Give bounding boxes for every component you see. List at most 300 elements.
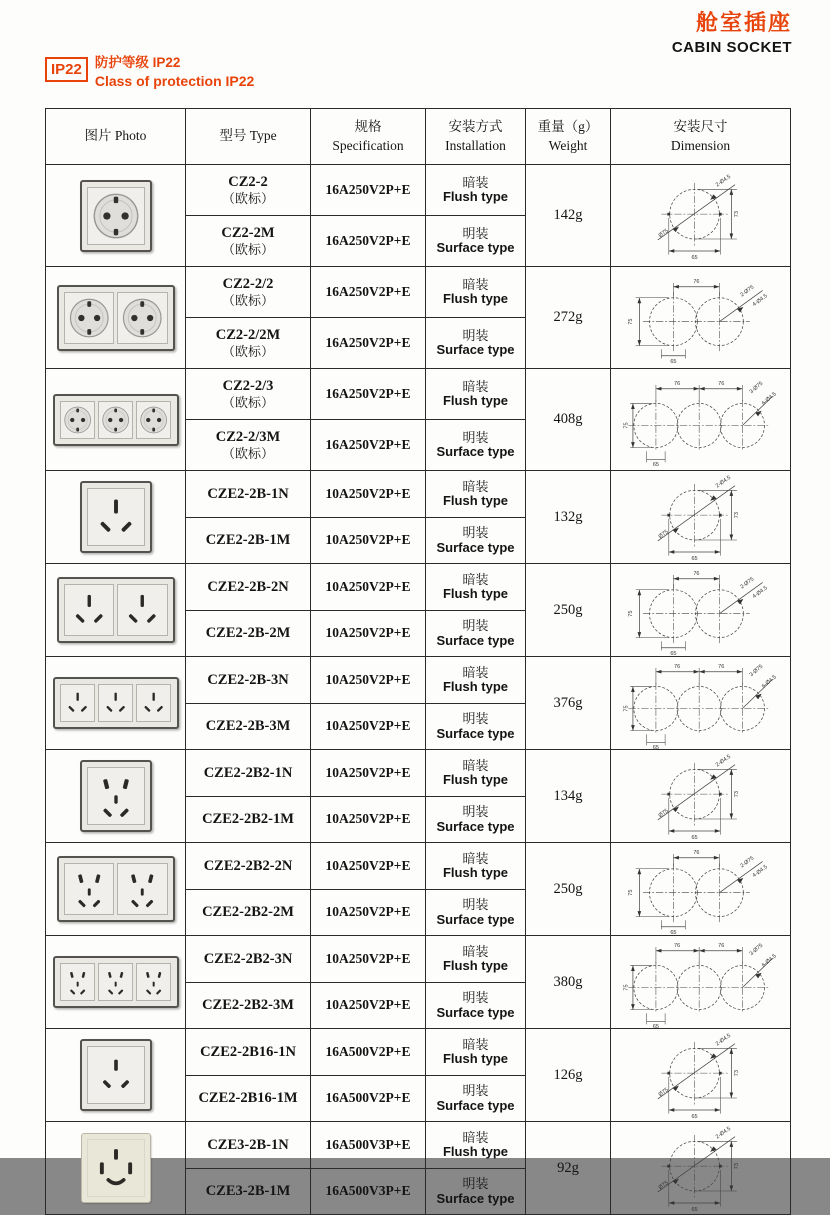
table-row — [46, 564, 791, 611]
photo-cell — [46, 657, 186, 750]
photo-cell — [46, 564, 186, 657]
install-cn: 明装 — [462, 990, 489, 1006]
euro-socket-icon — [99, 402, 132, 438]
header-weight — [526, 109, 611, 165]
svg-text:76: 76 — [673, 380, 680, 387]
socket-photo — [81, 1133, 151, 1203]
svg-text:75: 75 — [627, 889, 634, 896]
weight-cell: 250g — [526, 564, 611, 657]
dimension-drawing-single-icon — [619, 1029, 783, 1121]
model-type: CZE2-2B2-3M — [202, 997, 294, 1014]
spec-cell: 16A250V2P+E — [311, 420, 426, 471]
header-dim-cn: 安装尺寸 — [673, 119, 728, 135]
model-type-sub: （欧标） — [221, 191, 274, 207]
socket-photo — [80, 180, 152, 252]
header-photo: 图片 Photo — [46, 109, 186, 165]
dimension-drawing-single-icon — [619, 170, 783, 262]
spec-cell: 10A250V2P+E — [311, 889, 426, 936]
install-en: Flush type — [442, 865, 508, 881]
weight-cell: 408g — [526, 369, 611, 471]
spec-cell: 16A250V2P+E — [311, 165, 426, 216]
photo-cell — [46, 471, 186, 564]
header-spec-en: Specification — [332, 137, 404, 153]
svg-text:6-Ø4.5: 6-Ø4.5 — [760, 390, 778, 407]
model-type: CZE3-2B-1N — [207, 1136, 289, 1153]
socket-module — [87, 767, 145, 825]
weight-cell: 134g — [526, 750, 611, 843]
type-cell — [186, 564, 311, 611]
install-cell — [426, 369, 526, 420]
model-type: CZE2-2B-1M — [205, 532, 291, 549]
install-cell — [426, 936, 526, 983]
svg-text:2-Ø4.5: 2-Ø4.5 — [714, 1032, 732, 1048]
product-table — [45, 108, 791, 1215]
spec-cell: 10A250V2P+E — [311, 936, 426, 983]
universal-socket-icon — [99, 685, 132, 721]
universal-socket-icon — [61, 685, 94, 721]
install-en: Surface type — [436, 240, 515, 256]
page-title-english: CABIN SOCKET — [671, 39, 792, 56]
install-en: Surface type — [436, 911, 515, 927]
svg-text:73: 73 — [733, 512, 740, 519]
model-type: CZE2-2B2-2M — [202, 904, 294, 921]
header-type: 型号 Type — [186, 109, 311, 165]
socket-module — [60, 401, 95, 439]
socket-module — [136, 401, 171, 439]
header-dimension — [611, 109, 791, 165]
four-pin-socket-icon — [88, 1140, 144, 1196]
type-cell — [186, 1075, 311, 1122]
install-cn: 暗装 — [462, 943, 489, 959]
svg-text:65: 65 — [669, 930, 676, 937]
dimension-cell — [611, 165, 791, 267]
install-cn: 暗装 — [462, 175, 489, 191]
socket-module — [60, 684, 95, 722]
model-type: CZ2-2/2M — [215, 327, 281, 344]
type-cell — [186, 318, 311, 369]
svg-text:4-Ø4.5: 4-Ø4.5 — [751, 292, 769, 308]
svg-text:Ø75: Ø75 — [657, 1180, 670, 1192]
table-row — [46, 657, 791, 704]
socket-photo — [53, 677, 179, 729]
install-en: Surface type — [436, 632, 515, 648]
table-row — [46, 1029, 791, 1076]
svg-text:75: 75 — [622, 705, 629, 712]
install-cell — [426, 267, 526, 318]
header-weight-en: Weight — [548, 137, 588, 153]
dimension-cell — [611, 843, 791, 936]
svg-text:2-Ø4.5: 2-Ø4.5 — [714, 753, 732, 769]
svg-text:2-Ø75: 2-Ø75 — [738, 576, 755, 591]
install-cn: 暗装 — [462, 757, 489, 773]
install-cell — [426, 1075, 526, 1122]
model-type: CZE2-2B2-2N — [203, 857, 293, 874]
three-pin-socket-icon — [88, 1047, 144, 1103]
weight-cell: 92g — [526, 1122, 611, 1215]
weight-cell: 272g — [526, 267, 611, 369]
table-row — [46, 1122, 791, 1169]
dimension-drawing-single-icon — [619, 750, 783, 842]
model-type: CZ2-2/2 — [222, 276, 274, 293]
model-type-sub: （欧标） — [221, 344, 274, 360]
svg-text:2-Ø75: 2-Ø75 — [738, 283, 755, 298]
model-type-sub: （欧标） — [221, 242, 274, 258]
spec-cell: 10A250V2P+E — [311, 657, 426, 704]
socket-photo — [80, 760, 152, 832]
model-type: CZE3-2B-1M — [205, 1183, 291, 1200]
five-hole-socket-icon — [65, 864, 114, 914]
socket-photo — [80, 481, 152, 553]
model-type: CZ2-2/3 — [222, 378, 274, 395]
socket-module — [87, 488, 145, 546]
universal-socket-icon — [118, 585, 167, 635]
header-spec-cn: 规格 — [354, 119, 382, 135]
svg-text:65: 65 — [652, 461, 659, 468]
spec-cell: 16A500V2P+E — [311, 1029, 426, 1076]
five-hole-socket-icon — [137, 964, 170, 1000]
dimension-drawing-single-icon — [619, 471, 783, 563]
photo-cell — [46, 1122, 186, 1215]
protection-rating-chinese: 防护等级 IP22 — [94, 55, 181, 70]
photo-cell — [46, 369, 186, 471]
svg-text:Ø75: Ø75 — [657, 808, 670, 820]
svg-text:73: 73 — [733, 210, 740, 217]
model-type: CZE2-2B2-1M — [202, 811, 294, 828]
svg-text:76: 76 — [692, 850, 699, 857]
install-cn: 暗装 — [462, 664, 489, 680]
socket-module — [64, 292, 115, 344]
dimension-drawing-single-icon — [619, 1122, 783, 1214]
socket-module — [117, 863, 168, 915]
socket-module — [87, 1139, 145, 1197]
install-en: Flush type — [442, 291, 508, 307]
svg-text:4-Ø4.5: 4-Ø4.5 — [751, 864, 769, 880]
install-cn: 明装 — [462, 328, 489, 344]
install-en: Flush type — [442, 493, 508, 509]
model-type: CZ2-2M — [221, 225, 275, 242]
install-cn: 明装 — [462, 618, 489, 634]
photo-cell — [46, 843, 186, 936]
spec-cell: 16A250V2P+E — [311, 216, 426, 267]
svg-text:2-Ø4.5: 2-Ø4.5 — [714, 173, 732, 188]
table-row — [46, 843, 791, 890]
type-cell — [186, 936, 311, 983]
model-type: CZ2-2 — [228, 174, 268, 191]
socket-module — [64, 584, 115, 636]
install-en: Surface type — [436, 1190, 515, 1206]
svg-text:65: 65 — [652, 1024, 659, 1030]
install-cn: 明装 — [462, 430, 489, 446]
install-en: Surface type — [436, 818, 515, 834]
socket-module — [117, 292, 168, 344]
universal-socket-icon — [65, 585, 114, 635]
type-cell — [186, 1029, 311, 1076]
svg-text:65: 65 — [690, 835, 698, 842]
install-cn: 明装 — [462, 1083, 489, 1099]
svg-text:2-Ø75: 2-Ø75 — [738, 855, 755, 870]
svg-text:76: 76 — [673, 943, 680, 950]
install-en: Flush type — [442, 1051, 508, 1067]
socket-photo — [57, 577, 175, 643]
photo-cell — [46, 750, 186, 843]
svg-text:3-Ø75: 3-Ø75 — [748, 942, 764, 958]
svg-text:73: 73 — [733, 791, 740, 798]
svg-text:76: 76 — [717, 380, 724, 387]
type-cell — [186, 165, 311, 216]
model-type: CZ2-2/3M — [215, 429, 281, 446]
spec-cell: 10A250V2P+E — [311, 982, 426, 1029]
install-en: Flush type — [442, 1144, 508, 1160]
photo-cell — [46, 267, 186, 369]
spec-cell: 16A500V3P+E — [311, 1168, 426, 1215]
svg-text:6-Ø4.5: 6-Ø4.5 — [760, 674, 778, 690]
euro-socket-icon — [118, 293, 167, 343]
install-cn: 明装 — [462, 226, 489, 242]
install-cell — [426, 420, 526, 471]
install-cell — [426, 165, 526, 216]
install-cell — [426, 471, 526, 518]
type-cell — [186, 471, 311, 518]
install-cell — [426, 750, 526, 797]
svg-text:65: 65 — [652, 745, 659, 751]
spec-cell: 10A250V2P+E — [311, 610, 426, 657]
install-cell — [426, 318, 526, 369]
header-install-en: Installation — [445, 137, 506, 153]
spec-cell: 10A250V2P+E — [311, 471, 426, 518]
model-type-sub: （欧标） — [221, 395, 274, 411]
page-title-block — [672, 6, 792, 56]
install-cn: 暗装 — [462, 1129, 489, 1145]
install-en: Flush type — [442, 189, 508, 205]
table-header-row — [46, 109, 791, 165]
install-cell — [426, 657, 526, 704]
type-cell — [186, 889, 311, 936]
socket-photo — [57, 285, 175, 351]
protection-rating-english: Class of protection IP22 — [94, 73, 255, 90]
svg-text:76: 76 — [673, 664, 680, 671]
protection-rating-block — [45, 54, 254, 91]
header-installation — [426, 109, 526, 165]
weight-cell: 380g — [526, 936, 611, 1029]
dimension-cell — [611, 936, 791, 1029]
svg-text:65: 65 — [690, 1207, 698, 1214]
weight-cell: 132g — [526, 471, 611, 564]
model-type: CZE2-2B2-3N — [203, 950, 293, 967]
spec-cell: 16A500V2P+E — [311, 1075, 426, 1122]
svg-text:73: 73 — [733, 1070, 740, 1077]
svg-text:65: 65 — [690, 254, 698, 261]
type-cell — [186, 369, 311, 420]
spec-cell: 16A250V2P+E — [311, 267, 426, 318]
model-type: CZE2-2B-3M — [205, 718, 291, 735]
socket-photo — [53, 956, 179, 1008]
install-cell — [426, 517, 526, 564]
table-row — [46, 267, 791, 318]
five-hole-socket-icon — [99, 964, 132, 1000]
svg-text:6-Ø4.5: 6-Ø4.5 — [760, 953, 778, 969]
dimension-drawing-double-icon — [619, 843, 783, 935]
type-cell — [186, 982, 311, 1029]
ip22-badge: IP22 — [45, 57, 88, 82]
type-cell — [186, 420, 311, 471]
type-cell — [186, 1168, 311, 1215]
type-cell — [186, 1122, 311, 1169]
install-cn: 暗装 — [462, 571, 489, 587]
svg-text:76: 76 — [692, 278, 699, 285]
table-row — [46, 750, 791, 797]
install-en: Surface type — [436, 342, 515, 358]
type-cell — [186, 610, 311, 657]
install-en: Surface type — [436, 1004, 515, 1020]
svg-text:75: 75 — [627, 318, 634, 325]
five-hole-socket-icon — [118, 864, 167, 914]
five-hole-socket-icon — [88, 768, 144, 824]
universal-socket-icon — [137, 685, 170, 721]
install-cn: 暗装 — [462, 1036, 489, 1052]
spec-cell: 10A250V2P+E — [311, 796, 426, 843]
socket-photo — [53, 394, 179, 446]
svg-text:75: 75 — [622, 421, 629, 429]
model-type: CZE2-2B16-1N — [200, 1043, 296, 1060]
dimension-cell — [611, 1029, 791, 1122]
dimension-cell — [611, 564, 791, 657]
svg-text:76: 76 — [717, 664, 724, 671]
install-cell — [426, 564, 526, 611]
install-cell — [426, 1122, 526, 1169]
install-cell — [426, 982, 526, 1029]
install-en: Flush type — [442, 958, 508, 974]
install-cell — [426, 796, 526, 843]
svg-text:Ø75: Ø75 — [657, 1087, 670, 1099]
table-row — [46, 165, 791, 216]
model-type: CZE2-2B16-1M — [198, 1090, 298, 1107]
weight-cell: 126g — [526, 1029, 611, 1122]
socket-module — [98, 963, 133, 1001]
photo-cell — [46, 936, 186, 1029]
socket-photo — [80, 1039, 152, 1111]
socket-module — [117, 584, 168, 636]
header-install-cn: 安装方式 — [448, 119, 503, 135]
install-cn: 明装 — [462, 804, 489, 820]
euro-socket-icon — [88, 188, 144, 244]
svg-text:76: 76 — [692, 571, 699, 578]
install-cn: 明装 — [462, 525, 489, 541]
model-type-sub: （欧标） — [221, 293, 274, 309]
install-cn: 暗装 — [462, 379, 489, 395]
socket-module — [64, 863, 115, 915]
spec-cell: 10A250V2P+E — [311, 703, 426, 750]
dimension-drawing-double-icon — [619, 564, 783, 656]
socket-module — [98, 684, 133, 722]
svg-text:65: 65 — [669, 358, 676, 365]
model-type: CZE2-2B2-1N — [203, 764, 293, 781]
install-cell — [426, 1029, 526, 1076]
type-cell — [186, 267, 311, 318]
type-cell — [186, 216, 311, 267]
svg-text:65: 65 — [690, 556, 698, 563]
spec-cell: 16A250V2P+E — [311, 318, 426, 369]
dimension-cell — [611, 267, 791, 369]
install-en: Flush type — [442, 586, 508, 602]
socket-module — [87, 187, 145, 245]
header-dim-en: Dimension — [670, 137, 731, 153]
weight-cell: 376g — [526, 657, 611, 750]
install-en: Surface type — [436, 725, 515, 741]
svg-text:4-Ø4.5: 4-Ø4.5 — [751, 585, 769, 601]
spec-cell: 10A250V2P+E — [311, 517, 426, 564]
dimension-cell — [611, 750, 791, 843]
euro-socket-icon — [65, 293, 114, 343]
weight-cell: 142g — [526, 165, 611, 267]
install-cell — [426, 703, 526, 750]
header-weight-cn: 重量（g） — [537, 119, 599, 135]
svg-text:65: 65 — [669, 651, 676, 658]
install-cell — [426, 216, 526, 267]
install-cell — [426, 1168, 526, 1215]
dimension-cell — [611, 1122, 791, 1215]
type-cell — [186, 843, 311, 890]
spec-cell: 10A250V2P+E — [311, 564, 426, 611]
dimension-cell — [611, 657, 791, 750]
table-row — [46, 369, 791, 420]
five-hole-socket-icon — [61, 964, 94, 1000]
table-row — [46, 471, 791, 518]
dimension-cell — [611, 369, 791, 471]
euro-socket-icon — [61, 402, 94, 438]
model-type-sub: （欧标） — [221, 446, 274, 462]
model-type: CZE2-2B-3N — [207, 671, 289, 688]
install-cn: 暗装 — [462, 478, 489, 494]
install-en: Flush type — [442, 772, 508, 788]
spec-cell: 10A250V2P+E — [311, 843, 426, 890]
model-type: CZE2-2B-2M — [205, 625, 291, 642]
dimension-drawing-triple-icon — [619, 936, 783, 1028]
socket-module — [136, 963, 171, 1001]
install-cell — [426, 610, 526, 657]
install-cell — [426, 843, 526, 890]
dimension-cell — [611, 471, 791, 564]
svg-text:65: 65 — [690, 1114, 698, 1121]
svg-text:3-Ø75: 3-Ø75 — [748, 380, 764, 395]
install-cn: 明装 — [462, 1176, 489, 1192]
install-cn: 暗装 — [462, 277, 489, 293]
type-cell — [186, 796, 311, 843]
install-cn: 暗装 — [462, 850, 489, 866]
svg-text:2-Ø4.5: 2-Ø4.5 — [714, 474, 732, 490]
install-en: Surface type — [436, 1097, 515, 1113]
type-cell — [186, 517, 311, 564]
dimension-drawing-triple-icon — [619, 374, 783, 466]
socket-module — [136, 684, 171, 722]
weight-cell: 250g — [526, 843, 611, 936]
install-cn: 明装 — [462, 711, 489, 727]
svg-text:73: 73 — [733, 1163, 740, 1170]
install-cell — [426, 889, 526, 936]
type-cell — [186, 657, 311, 704]
spec-cell: 10A250V2P+E — [311, 750, 426, 797]
socket-module — [87, 1046, 145, 1104]
svg-text:3-Ø75: 3-Ø75 — [748, 663, 764, 679]
euro-socket-icon — [137, 402, 170, 438]
protection-rating-lines — [95, 54, 254, 91]
socket-module — [98, 401, 133, 439]
spec-cell: 16A500V3P+E — [311, 1122, 426, 1169]
spec-cell: 16A250V2P+E — [311, 369, 426, 420]
svg-text:75: 75 — [622, 984, 629, 991]
install-en: Surface type — [436, 444, 515, 460]
dimension-drawing-triple-icon — [619, 657, 783, 749]
type-cell — [186, 703, 311, 750]
